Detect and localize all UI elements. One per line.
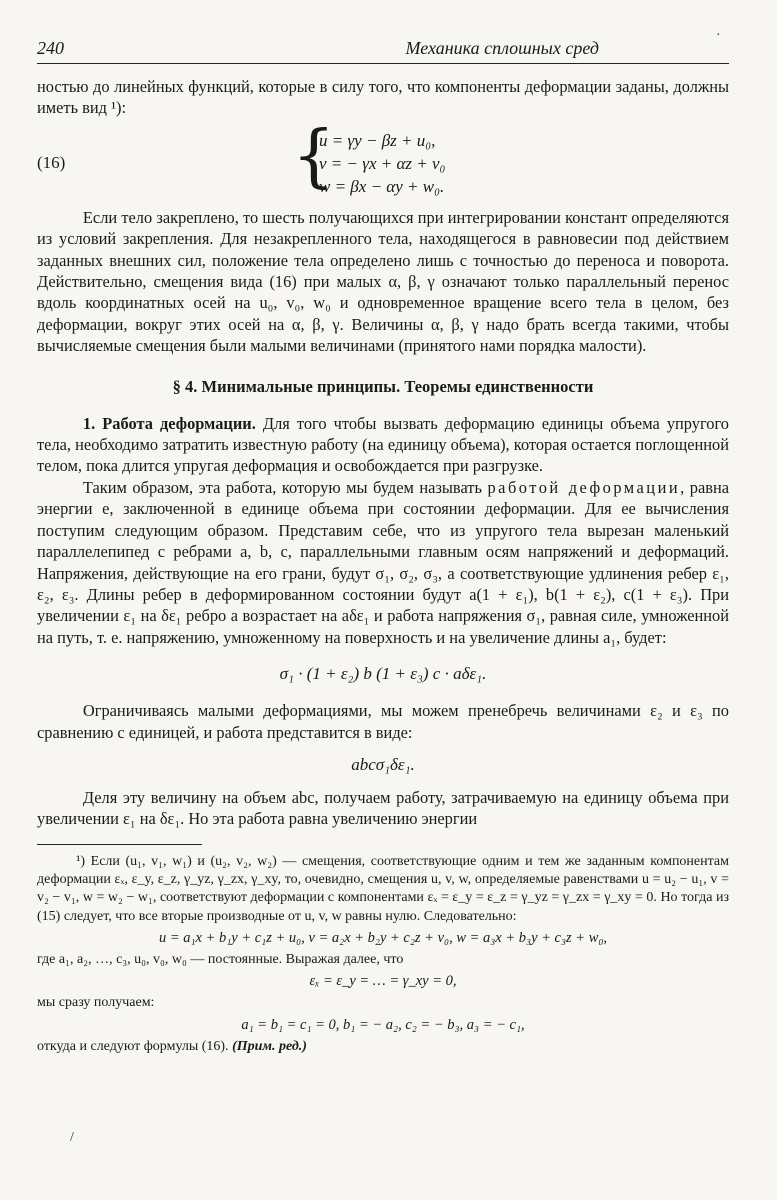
section-title: § 4. Минимальные принципы. Теоремы единственности	[172, 376, 594, 396]
footnote-conclusion-text: откуда и следуют формулы (16).	[37, 1038, 233, 1054]
footnote-divider	[37, 844, 202, 845]
scan-mark: ·	[716, 28, 721, 43]
paragraph-work-of-deformation	[37, 413, 729, 477]
page-number: 240	[37, 38, 64, 58]
subsection-heading: 1. Работа деформации.	[82, 413, 256, 433]
paragraph-energy-start: Таким образом, эта работа, которую мы будем называть	[82, 477, 488, 497]
equation-number: (16)	[37, 152, 66, 172]
editor-note: (Прим. ред.)	[232, 1038, 307, 1054]
subsection-text: Для того чтобы вызвать деформацию единицы объема упругого тела, необходимо затратить известную работу (на единицу объема), которая остается поглощенной телом, пока длится упругая деформация и освобождается при разгрузке.	[37, 413, 729, 476]
spaced-term: работой деформации	[487, 477, 681, 497]
book-page	[37, 38, 729, 1056]
paragraph-continuation: ностью до линейных функций, которые в силу того, что компоненты деформации заданы, должны иметь вид ¹):	[37, 77, 729, 118]
paragraph-energy	[37, 477, 729, 648]
footnote-text-result: мы сразу получаем:	[37, 995, 155, 1011]
running-title: Механика сплошных сред	[405, 38, 599, 58]
equation-line-w: w = βx − αy + w₀.	[319, 176, 445, 196]
equation-lines	[319, 129, 445, 198]
footnote-text-constants: где a₁, a₂, …, c₃, u₀, v₀, w₀ — постоянные. Выражая далее, что	[37, 951, 404, 967]
footnote-formula-coefficients: a₁ = b₁ = c₁ = 0, b₁ = − a₂, c₂ = − b₃, a₃ = − c₁,	[241, 1016, 525, 1033]
paragraph-energy-rest: , равна энергии e, заключенной в единице объема при состоянии деформации. Для ее вычисления поступим следующим образом. Представим себе, что из упругого тела вырезан маленький параллелепипед с ребрами a, b, c, параллельными главным осям напряжений и деформаций. Напряжения, действующие на его грани, будут σ₁, σ₂, σ₃, а соответствующие удлинения ребер ε₁, ε₂, ε₃. Длины ребер в деформированном состоянии будут a(1 + ε₁), b(1 + ε₂), c(1 + ε₃). При увеличении ε₁ на δε₁ ребро a возрастает на aδε₁ и работа напряжения σ₁, равная силе, умноженной на путь, т. е. напряжению, умноженному на поверхность и на увеличение длины a₁, будет:	[37, 477, 729, 647]
paragraph-unit-volume: Деля эту величину на объем abc, получаем работу, затрачиваемую на единицу объема при увеличении ε₁ на δε₁. Но эта работа равна увеличению энергии	[37, 787, 729, 829]
footnote-formula-strains: εₓ = ε_y = … = γ_xy = 0,	[309, 973, 457, 990]
footnote-conclusion	[37, 1038, 729, 1056]
footnote-formula-displacements: u = a₁x + b₁y + c₁z + u₀, v = a₂x + b₂y + c₂z + v₀, w = a₃x + b₃y + c₃z + w₀,	[158, 929, 608, 946]
page-header	[37, 38, 729, 64]
paragraph-fixed-body: Если тело закреплено, то шесть получающихся при интегрировании констант определяются из условий закрепления. Для незакрепленного тела, находящегося в равновесии под действием заданных внешних сил, положение тела определено лишь с точностью до переноса и поворота. Действительно, смещения вида (16) при малых α, β, γ означают только параллельный перенос вдоль координатных осей на u₀, v₀, w₀ и одновременное вращение всего тела в целом, без деформации, вокруг этих осей на α, β, γ. Величины α, β, γ надо брать всегда такими, чтобы вычисляемые смещения были малыми величинами (принятого нами порядка малости).	[37, 207, 729, 356]
equation-16	[37, 116, 729, 197]
equation-line-u: u = γy − βz + u₀,	[319, 130, 436, 150]
formula-work-simplified: abcσ₁δε₁.	[351, 754, 415, 774]
paragraph-small-deformations: Ограничиваясь малыми деформациями, мы можем пренебречь величинами ε₂ и ε₃ по сравнению с единицей, и работа представится в виде:	[37, 701, 729, 742]
footnote-text: ¹) Если (u₁, v₁, w₁) и (u₂, v₂, w₂) — смещения, соответствующие одним и тем же заданным компонентам деформации εₓ, ε_y, ε_z, γ_yz, γ_zx, γ_xy, то, очевидно, смещения u, v, w, определяемые равенствами u = u₂ − u₁, v = v₂ − v₁, w = w₂ − w₁, соответствуют деформации с компонентами εₓ = ε_y = ε_z = γ_yz = γ_zx = γ_xy = 0. Но тогда из (15) следует, что все вторые производные от u, v, w равны нулю. Следовательно:	[37, 853, 729, 924]
footnote	[37, 853, 729, 1056]
brace-icon: {	[292, 116, 336, 196]
formula-work: σ₁ · (1 + ε₂) b (1 + ε₃) c · aδε₁.	[279, 664, 487, 684]
scan-mark-bottom: /	[70, 1130, 74, 1145]
equation-line-v: v = − γx + αz + v₀	[319, 153, 446, 173]
